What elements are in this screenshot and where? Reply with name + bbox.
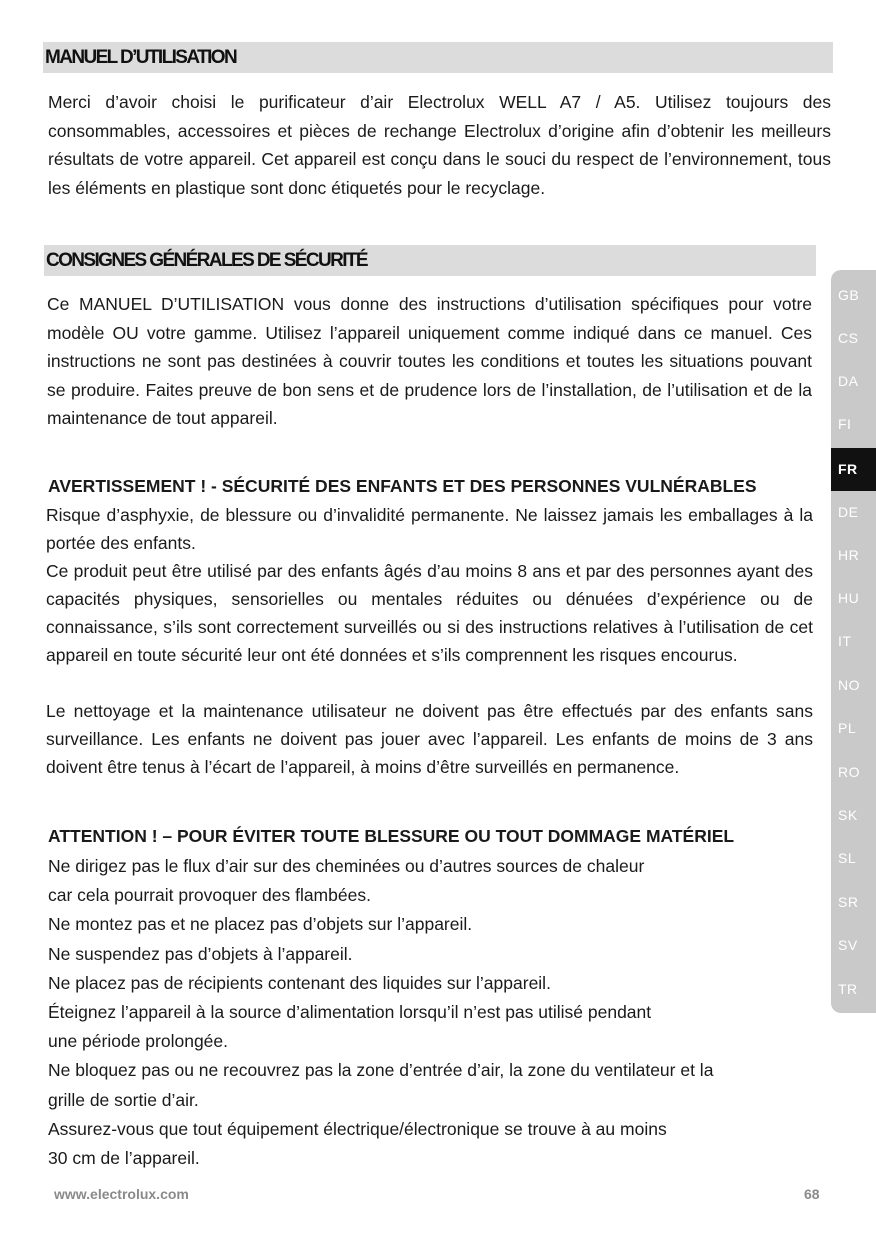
language-tab-pl[interactable]: PL [838, 720, 857, 736]
language-tab-tr[interactable]: TR [838, 981, 858, 997]
attention-item [48, 969, 848, 998]
attention-line: Éteignez l’appareil à la source d’alimentation lorsqu’il n’est pas utilisé pendant [48, 1002, 652, 1023]
language-tab-no[interactable]: NO [838, 677, 860, 693]
page-number: 68 [804, 1186, 820, 1202]
language-tab-de[interactable]: DE [838, 504, 859, 520]
attention-line: 30 cm de l’appareil. [48, 1148, 200, 1169]
language-tab-sl[interactable]: SL [838, 850, 857, 866]
safety-heading [44, 245, 816, 276]
language-tab-gb[interactable]: GB [838, 287, 860, 303]
attention-list [48, 852, 848, 1173]
attention-item [48, 940, 848, 969]
language-tab-hu[interactable]: HU [838, 590, 860, 606]
attention-line: Ne bloquez pas ou ne recouvrez pas la zone d’entrée d’air, la zone du ventilateur et la [48, 1060, 714, 1081]
manual-heading-text: MANUEL D’UTILISATION [45, 47, 237, 68]
safety-intro-text: Ce MANUEL D’UTILISATION vous donne des instructions d’utilisation spécifiques pour votre modèle OU votre gamme. Utilisez l’appareil uniquement comme indiqué dans ce manuel. Ces instructions ne sont pas destinées à couvrir toutes les conditions et toutes les situations pouvant se produire. Faites preuve de bon sens et de prudence lors de l’installation, de l’utilisation et de la maintenance de tout appareil. [47, 294, 812, 428]
attention-line: Ne dirigez pas le flux d’air sur des cheminées ou d’autres sources de chaleur [48, 856, 645, 876]
attention-line: Ne suspendez pas d’objets à l’appareil. [48, 943, 353, 964]
attention-item [48, 852, 848, 910]
language-tab-it[interactable]: IT [838, 633, 852, 649]
language-tab-ro[interactable]: RO [838, 764, 860, 780]
warning-item: Le nettoyage et la maintenance utilisateur ne doivent pas être effectués par des enfants sans surveillance. Les enfants ne doivent pas jouer avec l’appareil. Les enfants de moins de 3 ans doivent être tenus à l’écart de l’appareil, à moins d’être surveillés en permanence. [46, 701, 813, 777]
language-tab-sv[interactable]: SV [838, 937, 858, 953]
language-tab-fi[interactable]: FI [838, 416, 852, 432]
language-tab-cs[interactable]: CS [838, 330, 859, 346]
language-tab-hr[interactable]: HR [838, 547, 860, 563]
footer-website[interactable]: www.electrolux.com [54, 1186, 189, 1202]
attention-item [48, 1115, 848, 1173]
attention-line: Assurez-vous que tout équipement électrique/électronique se trouve à au moins [48, 1118, 667, 1139]
language-tab-sr[interactable]: SR [838, 894, 859, 910]
attention-item [48, 1056, 848, 1114]
language-tab-sk[interactable]: SK [838, 807, 858, 823]
warning-item: Risque d’asphyxie, de blessure ou d’invalidité permanente. Ne laissez jamais les emballages à la portée des enfants. [46, 505, 813, 553]
language-tab-fr[interactable]: FR [831, 448, 876, 491]
warning-item: Ce produit peut être utilisé par des enfants âgés d’au moins 8 ans et par des personnes ayant des capacités physiques, sensorielles ou mentales réduites ou dénuées d’expérience ou de connaissance, s’ils sont correctement surveillés ou si des instructions relatives à l’utilisation de cet appareil en toute sécurité leur ont été données et s’ils comprennent les risques encourus. [46, 561, 813, 665]
attention-title: ATTENTION ! – POUR ÉVITER TOUTE BLESSURE OU TOUT DOMMAGE MATÉRIEL [48, 826, 735, 846]
warning-title: AVERTISSEMENT ! - SÉCURITÉ DES ENFANTS ET DES PERSONNES VULNÉRABLES [48, 476, 757, 496]
attention-item [48, 998, 848, 1056]
attention-line: Ne placez pas de récipients contenant des liquides sur l’appareil. [48, 972, 551, 993]
manual-intro-text: Merci d’avoir choisi le purificateur d’air Electrolux WELL A7 / A5. Utilisez toujours des consommables, accessoires et pièces de rechange Electrolux d’origine afin d’obtenir les meilleurs résultats de votre appareil. Cet appareil est conçu dans le souci du respect de l’environnement, tous les éléments en plastique sont donc étiquetés pour le recyclage. [48, 92, 831, 198]
manual-heading [43, 42, 833, 73]
attention-line: car cela pourrait provoquer des flambées. [48, 885, 371, 906]
attention-line: grille de sortie d’air. [48, 1089, 199, 1110]
attention-line: Ne montez pas et ne placez pas d’objets sur l’appareil. [48, 914, 473, 935]
attention-item [48, 910, 848, 939]
language-tab-da[interactable]: DA [838, 373, 859, 389]
attention-line: une période prolongée. [48, 1031, 229, 1052]
safety-heading-text: CONSIGNES GÉNÉRALES DE SÉCURITÉ [46, 250, 367, 271]
